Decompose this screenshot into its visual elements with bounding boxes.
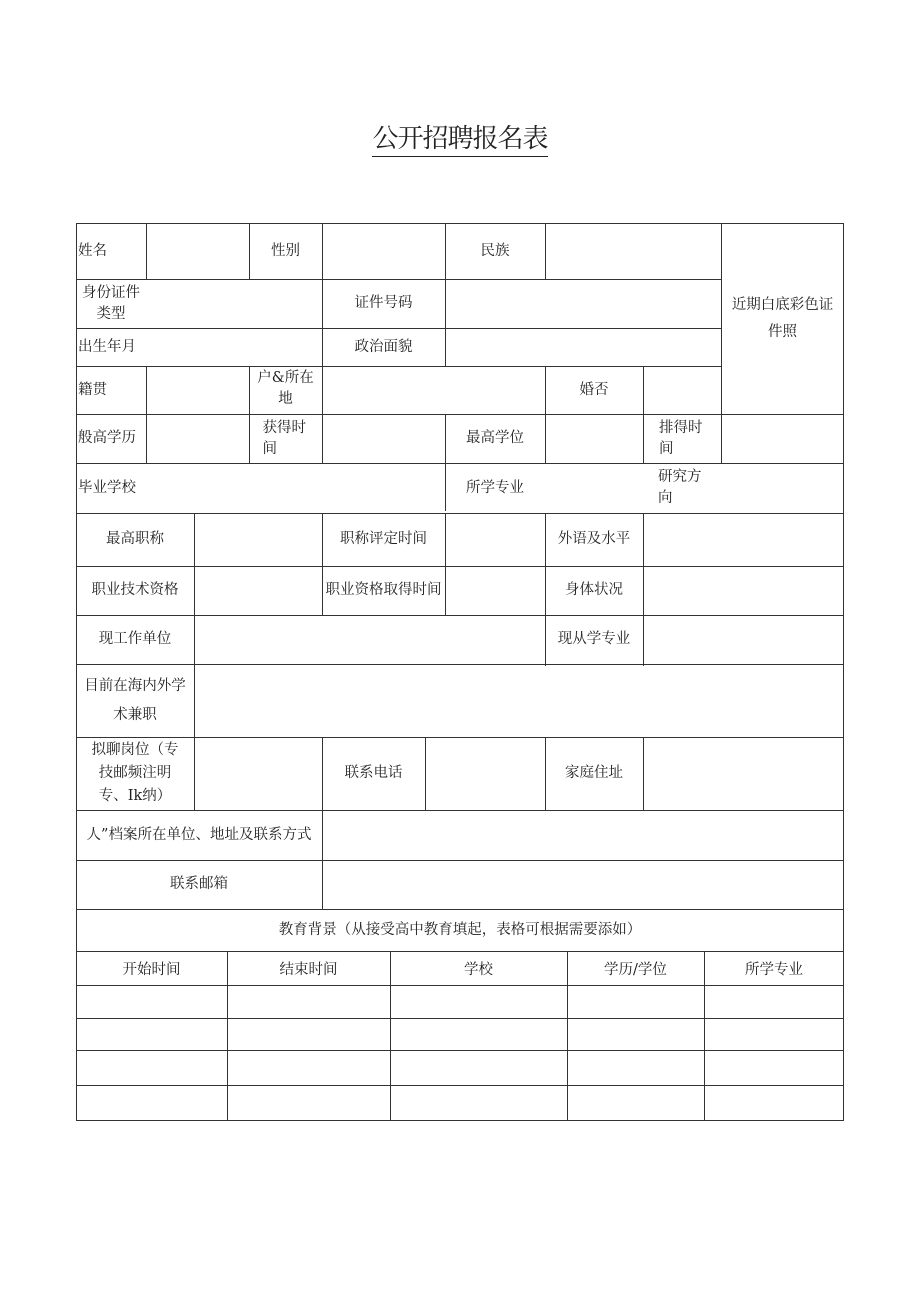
table-row-cell[interactable] (227, 1050, 390, 1085)
edu-col-school: 学校 (464, 962, 493, 978)
edu-col-end: 结束时间 (279, 962, 338, 978)
edu-col-degree: 学历/学位 (604, 962, 667, 978)
edu-col-major: 所学专业 (745, 962, 803, 978)
qual-time-label (322, 566, 445, 615)
obtain-time2-label (643, 414, 721, 463)
obtain-time2-label-text: 排得时间 (659, 419, 703, 457)
table-row-cell[interactable] (704, 1018, 844, 1050)
position-field[interactable] (194, 737, 322, 810)
obtain-time2-field[interactable] (721, 414, 844, 463)
table-row-cell[interactable] (390, 985, 567, 1018)
language-label: 外语及水平 (557, 531, 631, 547)
hukou-field[interactable] (322, 366, 543, 414)
education-heading: 教育背景（从接受高中教育填起，表格可根据需要添如） (278, 921, 642, 938)
table-row-cell[interactable] (76, 1018, 227, 1050)
id-number-field[interactable] (445, 279, 721, 328)
academic-posts-label (76, 664, 194, 737)
archive-label (76, 810, 322, 860)
political-field[interactable] (445, 328, 721, 366)
position-label (76, 737, 194, 810)
ethnicity-field[interactable] (545, 223, 721, 279)
gender-field[interactable] (322, 223, 445, 279)
current-major-field[interactable] (643, 615, 844, 664)
photo-label: 近期白底彩色证件照 (731, 296, 834, 340)
archive-label-text: 人”档案所在单位、地址及联系方式 (86, 827, 312, 843)
table-row-cell[interactable] (227, 985, 390, 1018)
degree-highest-label: 最高学位 (466, 430, 524, 446)
address-field[interactable] (643, 737, 844, 810)
health-field[interactable] (643, 566, 844, 615)
title-eval-time-label: 职称评定时间 (340, 531, 427, 547)
health-label: 身体状况 (565, 582, 623, 598)
table-row-cell[interactable] (390, 1050, 567, 1085)
id-type-label-text: 身份证件类型 (82, 284, 140, 322)
address-label: 家庭住址 (565, 765, 623, 781)
research-label (643, 463, 721, 513)
obtain-time-label-text: 获得时间 (262, 419, 306, 457)
degree-highest-field[interactable] (545, 414, 643, 463)
birth-label: 出生年月 (78, 338, 136, 355)
hukou-label: 户&所在地 (257, 370, 314, 407)
id-type-label (76, 279, 146, 328)
form-title-text: 公开招聘报名表 (372, 124, 547, 157)
table-row-cell[interactable] (567, 985, 704, 1018)
position-label-text: 拟聊岗位（专技邮频注明专、Ik纳） (91, 742, 179, 804)
photo-box[interactable] (721, 223, 844, 414)
table-row-cell[interactable] (76, 1050, 227, 1085)
table-row-cell[interactable] (704, 1050, 844, 1085)
gender-label: 性别 (271, 242, 300, 259)
email-field[interactable] (322, 860, 844, 909)
table-row-cell[interactable] (76, 985, 227, 1018)
table-row-cell[interactable] (227, 1018, 390, 1050)
table-row-cell[interactable] (704, 1085, 844, 1120)
native-label: 籍贯 (78, 381, 107, 398)
table-row-cell[interactable] (390, 1085, 567, 1120)
edu-col-start: 开始时间 (122, 962, 181, 978)
academic-posts-label-text: 目前在海内外学术兼职 (84, 677, 186, 723)
edu-highest-field[interactable] (146, 414, 249, 463)
table-row-cell[interactable] (390, 1018, 567, 1050)
table-row-cell[interactable] (704, 985, 844, 1018)
native-field[interactable] (146, 366, 249, 414)
phone-field[interactable] (425, 737, 545, 810)
phone-label: 联系电话 (344, 765, 403, 781)
table-row-cell[interactable] (567, 1018, 704, 1050)
academic-posts-field[interactable] (194, 664, 844, 737)
archive-field[interactable] (322, 810, 844, 860)
email-label: 联系邮箱 (170, 876, 228, 892)
title-highest-field[interactable] (194, 513, 322, 566)
application-form (76, 223, 844, 1121)
employer-label: 现工作单位 (98, 631, 172, 647)
qualification-field[interactable] (194, 566, 322, 615)
id-type-field[interactable] (146, 279, 322, 328)
current-major-label: 现从学专业 (557, 631, 631, 647)
marital-label: 婚否 (579, 381, 609, 398)
form-title (0, 118, 920, 155)
obtain-time-field[interactable] (322, 414, 445, 463)
table-row-cell[interactable] (567, 1085, 704, 1120)
political-label: 政治面貌 (354, 338, 413, 355)
school-field[interactable] (146, 463, 445, 513)
title-highest-label: 最高职称 (106, 531, 164, 547)
employer-field[interactable] (194, 615, 545, 664)
major-label: 所学专业 (466, 479, 524, 496)
research-field[interactable] (721, 463, 844, 513)
qual-time-field[interactable] (445, 566, 545, 615)
birth-field[interactable] (146, 328, 322, 366)
name-label: 姓名 (78, 242, 107, 259)
ethnicity-label: 民族 (480, 242, 510, 259)
id-number-label: 证件号码 (354, 295, 413, 311)
edu-highest-label: 般高学历 (78, 430, 136, 446)
title-eval-time-field[interactable] (445, 513, 545, 566)
name-field[interactable] (146, 223, 249, 279)
obtain-time-label (249, 414, 322, 463)
language-field[interactable] (643, 513, 844, 566)
research-label-text: 研究方向 (658, 469, 702, 506)
qual-time-label-text: 职业资格取得时间 (325, 582, 442, 598)
table-row-cell[interactable] (76, 1085, 227, 1120)
table-row-cell[interactable] (227, 1085, 390, 1120)
rule (76, 951, 844, 952)
major-field[interactable] (545, 463, 643, 513)
border-bottom (76, 1120, 844, 1121)
qualification-label: 职业技术资格 (91, 582, 179, 598)
school-label: 毕业学校 (78, 479, 136, 496)
table-row-cell[interactable] (567, 1050, 704, 1085)
marital-field[interactable] (643, 366, 721, 414)
